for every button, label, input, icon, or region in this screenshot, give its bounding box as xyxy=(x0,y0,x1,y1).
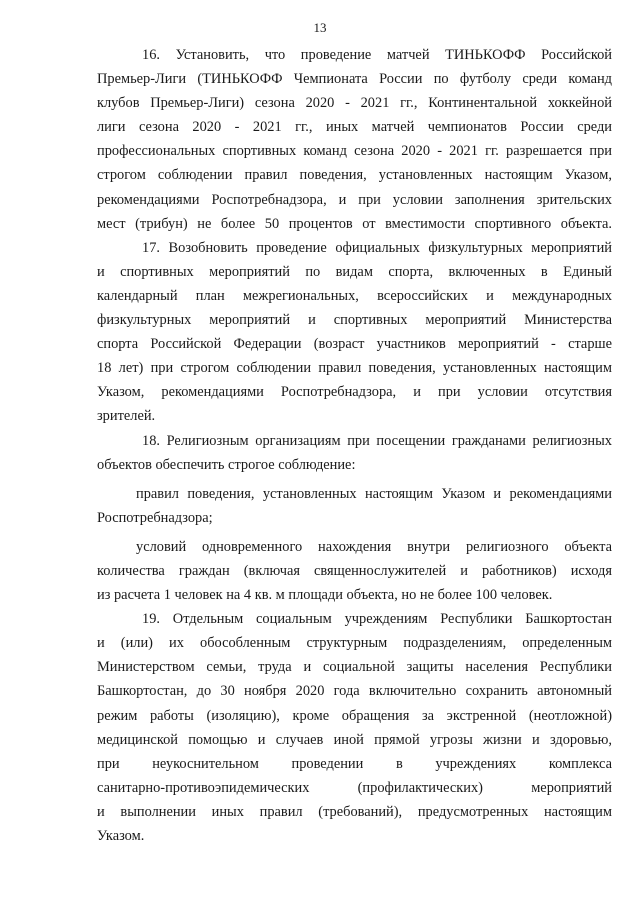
text-line: зрителей. xyxy=(97,408,156,425)
page-number: 13 xyxy=(313,20,327,35)
text-line: санитарно-противоэпидемических (профилактических) мероприятий xyxy=(97,779,612,796)
text-line: профессиональных спортивных команд сезона 2020 - 2021 гг. разрешается при xyxy=(97,143,612,160)
text-line: Премьер-Лиги (ТИНЬКОФФ Чемпионата России по футболу среди команд xyxy=(97,71,612,88)
text-line: правил поведения, установленных настоящим Указом и рекомендациями xyxy=(136,485,612,502)
text-line: физкультурных мероприятий и спортивных мероприятий Министерства xyxy=(97,312,612,329)
text-line: 18 лет) при строгом соблюдении правил поведения, установленных настоящим xyxy=(97,360,612,377)
text-line: и спортивных мероприятий по видам спорта, включенных в Единый xyxy=(97,263,612,280)
text-line: клубов Премьер-Лиги) сезона 2020 - 2021 гг., Континентальной хоккейной xyxy=(97,95,612,112)
paragraph-19 xyxy=(97,607,612,848)
text-line: Указом. xyxy=(97,828,145,844)
text-line: Министерством семьи, труда и социальной защиты населения Республики xyxy=(97,659,612,676)
text-line: строгом соблюдении правил поведения, установленных настоящим Указом, xyxy=(97,167,612,184)
text-line: Роспотребнадзора; xyxy=(97,509,213,526)
text-line: медицинской помощью и случаев иной прямой угрозы жизни и здоровью, xyxy=(97,731,612,748)
text-line: условий одновременного нахождения внутри религиозного объекта xyxy=(136,538,612,555)
text-line: спорта Российской Федерации (возраст участников мероприятий - старше xyxy=(97,336,612,353)
paragraph-18-item-rules xyxy=(97,482,612,530)
paragraph-18-item-capacity xyxy=(97,535,612,607)
text-line: рекомендациями Роспотребнадзора, и при условии заполнения зрительских xyxy=(97,191,612,208)
text-line: мест (трибун) не более 50 процентов от вместимости спортивного объекта. xyxy=(97,215,612,232)
text-line: Башкортостан, до 30 ноября 2020 года включительно сохранить автономный xyxy=(97,683,612,700)
text-line: 19. Отдельным социальным учреждениям Республики Башкортостан xyxy=(142,611,612,628)
text-line: количества граждан (включая священнослужителей и работников) исходя xyxy=(97,562,612,579)
text-line: при неукоснительном проведении в учреждениях комплекса xyxy=(97,755,612,772)
text-line: объектов обеспечить строгое соблюдение: xyxy=(97,456,356,473)
paragraph-16 xyxy=(97,43,612,236)
text-line: 17. Возобновить проведение официальных физкультурных мероприятий xyxy=(142,239,612,256)
text-line: лиги сезона 2020 - 2021 гг., иных матчей чемпионатов России среди xyxy=(97,119,612,136)
text-line: Указом, рекомендациями Роспотребнадзора, и при условии отсутствия xyxy=(97,384,612,401)
text-line: и выполнении иных правил (требований), предусмотренных настоящим xyxy=(97,803,612,820)
paragraph-18 xyxy=(97,429,612,477)
document-body xyxy=(97,43,612,848)
text-line: 16. Установить, что проведение матчей ТИНЬКОФФ Российской xyxy=(142,47,612,63)
paragraph-17 xyxy=(97,236,612,429)
text-line: календарный план межрегиональных, всероссийских и международных xyxy=(97,287,612,304)
text-line: режим работы (изоляцию), кроме обращения за экстренной (неотложной) xyxy=(97,707,612,724)
text-line: 18. Религиозным организациям при посещении гражданами религиозных xyxy=(142,432,612,449)
text-line: из расчета 1 человек на 4 кв. м площади объекта, но не более 100 человек. xyxy=(97,587,553,604)
text-line: и (или) их обособленным структурным подразделениям, определенным xyxy=(97,635,612,652)
